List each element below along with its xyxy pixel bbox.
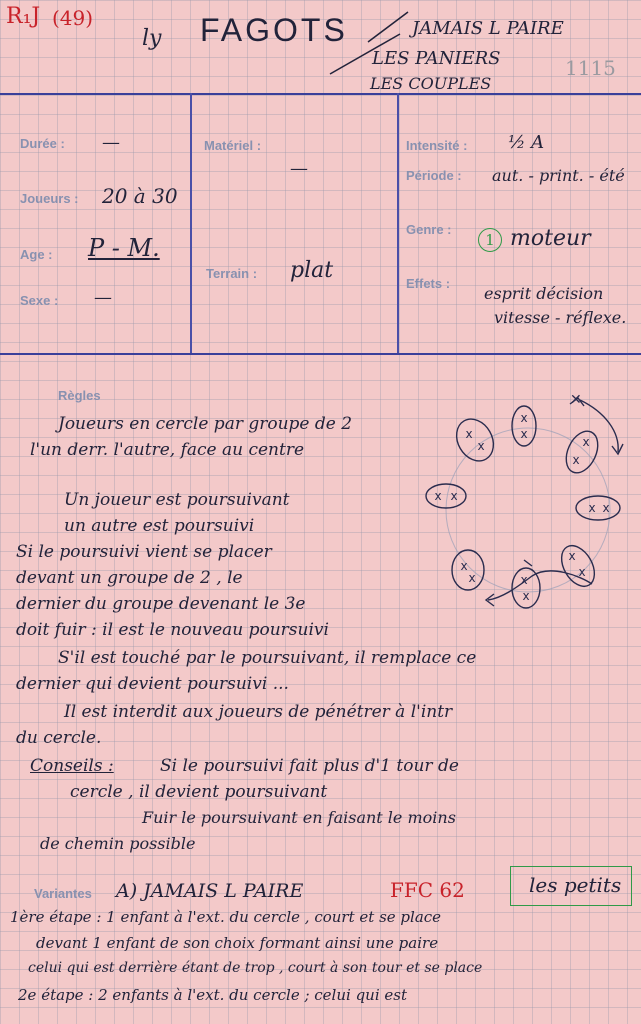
ref-number: (49)	[52, 6, 94, 30]
variantes-label: Variantes	[34, 886, 92, 901]
variante-line: 1ère étape : 1 enfant à l'ext. du cercle , court et se place	[10, 908, 442, 926]
svg-text:x: x	[522, 589, 530, 603]
genre-value: moteur	[510, 226, 591, 251]
variante-boxed-note-text: les petits	[529, 873, 622, 897]
genre-number: 1	[478, 228, 502, 252]
svg-text:x: x	[588, 501, 596, 515]
header-strokes	[0, 0, 641, 100]
materiel-value: —	[290, 158, 308, 179]
title-article: ly	[142, 26, 162, 51]
regles-line: dernier qui devient poursuivi ...	[16, 674, 289, 694]
genre-label: Genre :	[406, 222, 452, 237]
svg-text:x: x	[568, 549, 576, 563]
ref-code: R₁J	[6, 4, 41, 29]
svg-text:x: x	[460, 559, 468, 573]
regles-line: du cercle.	[16, 728, 102, 748]
materiel-label: Matériel :	[204, 138, 262, 153]
svg-text:x: x	[520, 427, 528, 441]
conseils-line: de chemin possible	[40, 834, 196, 853]
joueurs-label: Joueurs :	[20, 191, 79, 206]
regles-line: dernier du groupe devenant le 3e	[16, 594, 306, 614]
svg-text:x: x	[602, 501, 610, 515]
terrain-value: plat	[290, 258, 334, 283]
duree-value: —	[102, 132, 120, 153]
regles-line: doit fuir : il est le nouveau poursuivi	[16, 620, 329, 640]
regles-line: un autre est poursuivi	[64, 516, 255, 536]
regles-line: Joueurs en cercle par groupe de 2	[58, 414, 353, 434]
svg-text:x: x	[582, 435, 590, 449]
variante-code: FFC 62	[390, 878, 465, 902]
effets-value-2: vitesse - réflexe.	[494, 308, 627, 327]
periode-value: aut. - print. - été	[492, 166, 625, 185]
regles-line: Il est interdit aux joueurs de pénétrer à l'intr	[64, 702, 453, 722]
fields-divider	[0, 353, 641, 355]
page-title: FAGOTS	[200, 12, 348, 48]
variante-line: 2e étape : 2 enfants à l'ext. du cercle ; celui qui est	[18, 986, 408, 1004]
column-divider-1	[190, 93, 192, 355]
svg-text:x: x	[450, 489, 458, 503]
regles-line: l'un derr. l'autre, face au centre	[30, 440, 305, 460]
sexe-value: —	[94, 287, 112, 308]
svg-text:x: x	[434, 489, 442, 503]
conseils-line: Fuir le poursuivant en faisant le moins	[142, 808, 456, 827]
svg-text:x: x	[477, 439, 485, 453]
regles-label: Règles	[58, 388, 101, 403]
svg-text:✕: ✕	[570, 392, 582, 408]
alt-name-2: LES PANIERS	[372, 48, 501, 69]
effets-value-1: esprit décision	[484, 284, 604, 303]
regles-line: devant un groupe de 2 , le	[16, 568, 243, 588]
regles-line: Si le poursuivi vient se placer	[16, 542, 272, 562]
age-label: Age :	[20, 247, 53, 262]
effets-label: Effets :	[406, 276, 451, 291]
svg-text:x: x	[572, 453, 580, 467]
svg-text:x: x	[520, 411, 528, 425]
variante-boxed-note	[510, 866, 632, 906]
regles-line: Un joueur est poursuivant	[64, 490, 290, 510]
svg-text:x: x	[520, 573, 528, 587]
svg-text:x: x	[578, 565, 586, 579]
terrain-label: Terrain :	[206, 266, 258, 281]
sexe-label: Sexe :	[20, 293, 59, 308]
intensite-value: ½ A	[508, 132, 545, 153]
intensite-label: Intensité :	[406, 138, 468, 153]
age-value: P - M.	[88, 234, 160, 262]
alt-name-1: JAMAIS L PAIRE	[412, 18, 564, 39]
header-divider	[0, 93, 641, 95]
catalog-number: 1115	[565, 56, 616, 80]
column-divider-2	[397, 93, 399, 355]
svg-text:x: x	[468, 571, 476, 585]
periode-label: Période :	[406, 168, 462, 183]
variante-title: A) JAMAIS L PAIRE	[116, 880, 304, 902]
regles-line: S'il est touché par le poursuivant, il remplace ce	[58, 648, 477, 668]
alt-name-3: LES COUPLES	[370, 74, 492, 93]
duree-label: Durée :	[20, 136, 65, 151]
conseils-line: cercle , il devient poursuivant	[70, 782, 328, 802]
variante-line: celui qui est derrière étant de trop , court à son tour et se place	[28, 960, 483, 976]
conseils-line: Si le poursuivi fait plus d'1 tour de	[160, 756, 459, 776]
variante-line: devant 1 enfant de son choix formant ainsi une paire	[36, 934, 439, 952]
joueurs-value: 20 à 30	[102, 184, 178, 208]
svg-text:x: x	[465, 427, 473, 441]
conseils-label: Conseils :	[30, 756, 114, 776]
game-diagram	[420, 388, 635, 618]
